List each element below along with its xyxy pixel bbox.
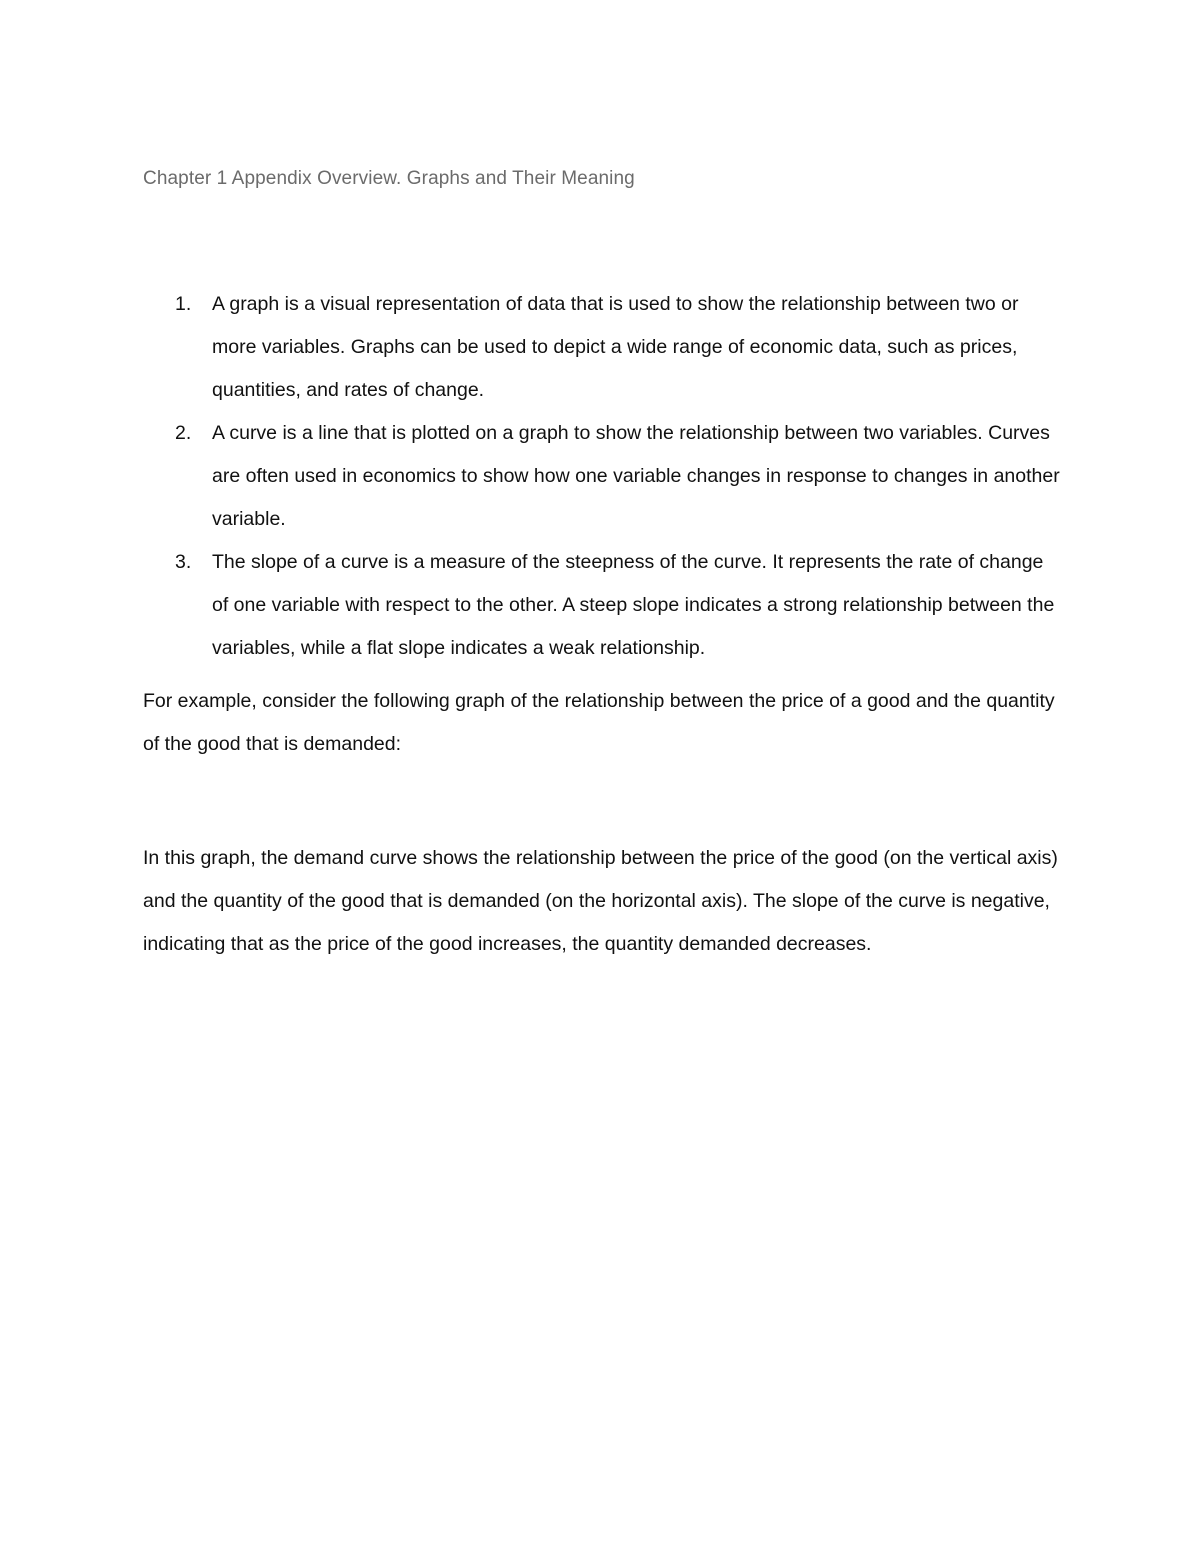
list-item-number: 1. xyxy=(175,293,192,315)
document-title: Chapter 1 Appendix Overview. Graphs and Their Meaning xyxy=(143,168,635,189)
list-item-number: 3. xyxy=(175,551,192,573)
explanation-paragraph: In this graph, the demand curve shows the relationship between the price of the good (on the vertical axis) and the quantity of the good that is demanded (on the horizontal axis). The slope of the curve is negative, indicating that as the price of the good increases, the quantity demanded decreases. xyxy=(143,847,1058,955)
list-item-text: A graph is a visual representation of data that is used to show the relationship between two or more variables. Graphs can be used to depict a wide range of economic data, such as prices, quantities, and rates of change. xyxy=(212,293,1019,401)
list-item-text: The slope of a curve is a measure of the steepness of the curve. It represents the rate of change of one variable with respect to the other. A steep slope indicates a strong relationship between the variables, while a flat slope indicates a weak relationship. xyxy=(212,551,1055,659)
numbered-list xyxy=(143,283,1063,670)
list-item-text: A curve is a line that is plotted on a graph to show the relationship between two variables. Curves are often used in economics to show how one variable changes in response to changes in another variable. xyxy=(212,422,1060,530)
list-item-number: 2. xyxy=(175,422,192,444)
list-item xyxy=(143,412,1063,541)
list-item xyxy=(143,283,1063,412)
list-item xyxy=(143,541,1063,670)
example-paragraph: For example, consider the following graph of the relationship between the price of a good and the quantity of the good that is demanded: xyxy=(143,690,1055,755)
